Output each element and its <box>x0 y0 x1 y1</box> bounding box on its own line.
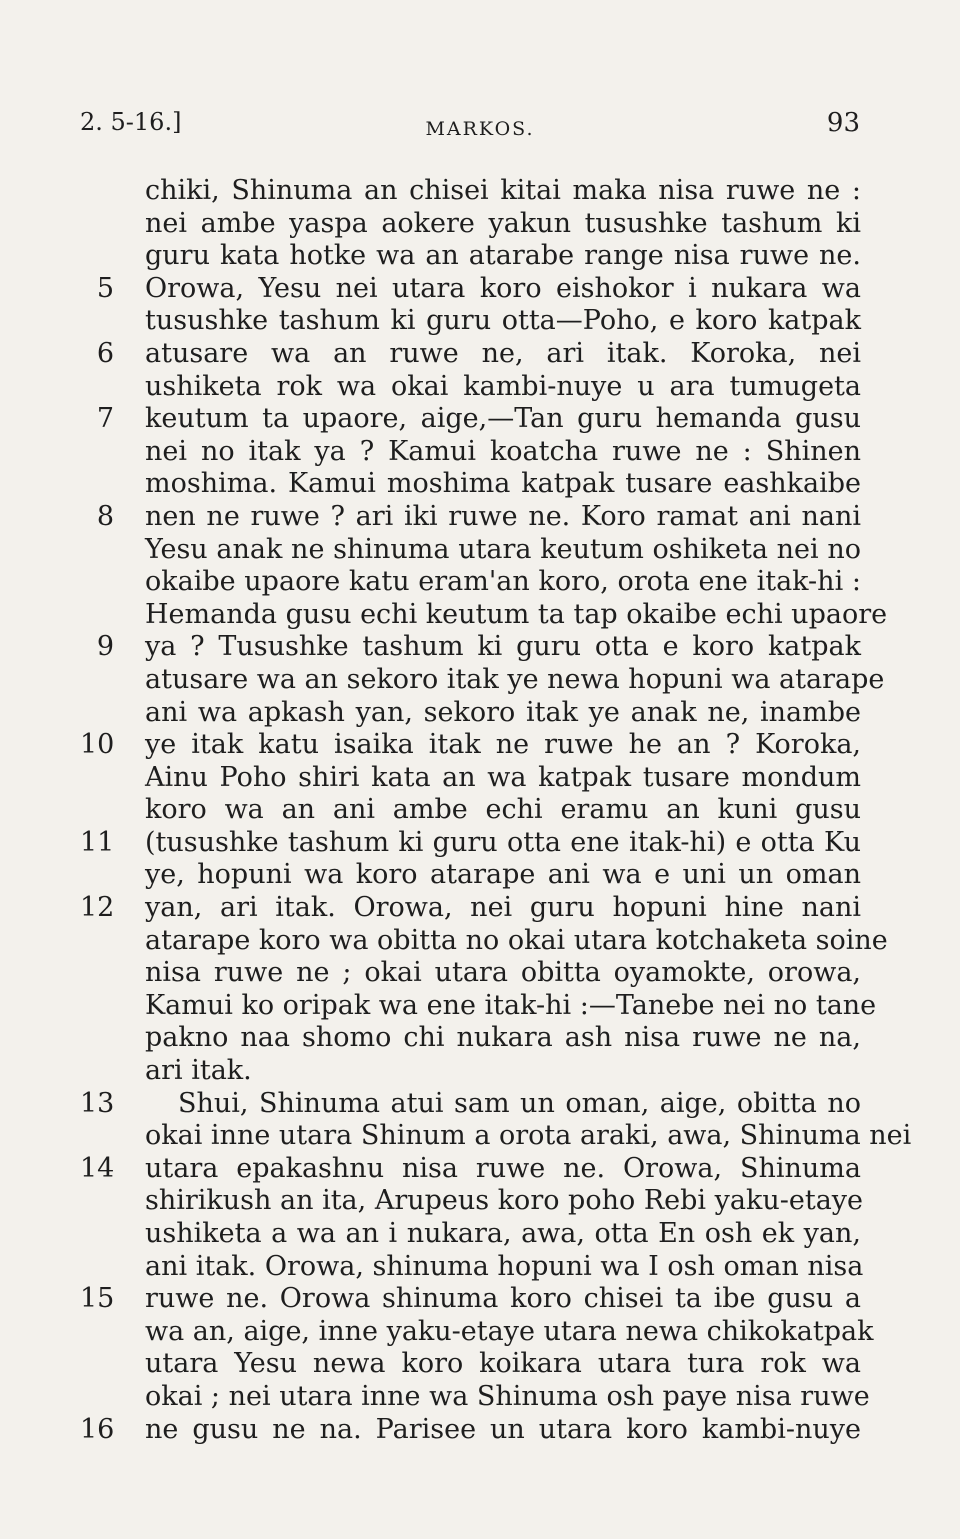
text-line <box>0 1414 960 1447</box>
text-line <box>0 501 960 534</box>
page-number: 93 <box>826 108 860 138</box>
text-line <box>0 1153 960 1186</box>
text-line <box>0 990 960 1023</box>
text-line <box>0 534 960 567</box>
line-text: Hemanda gusu echi keutum ta tap okaibe echi upaore <box>145 598 888 630</box>
verse-number: 13 <box>80 1087 115 1119</box>
line-text: ya ? Tusushke tashum ki guru otta e koro katpak <box>145 631 861 663</box>
verse-number: 12 <box>80 892 115 924</box>
line-text: ari itak. <box>145 1055 252 1087</box>
text-line <box>0 697 960 730</box>
text-line <box>0 208 960 241</box>
verse-number: 16 <box>80 1413 115 1445</box>
verse-number: 6 <box>96 337 114 369</box>
running-title: MARKOS. <box>425 118 535 140</box>
text-line <box>0 175 960 208</box>
text-line <box>0 1185 960 1218</box>
text-line <box>0 273 960 306</box>
line-text: yan, ari itak. Orowa, nei guru hopuni hine nani <box>145 892 861 924</box>
text-line <box>0 1381 960 1414</box>
verse-number: 9 <box>96 631 114 663</box>
text-line <box>0 631 960 664</box>
verse-number: 11 <box>80 826 115 858</box>
text-line <box>0 1088 960 1121</box>
text-line <box>0 1251 960 1284</box>
line-text: okai inne utara Shinum a orota araki, awa, Shinuma nei <box>145 1120 912 1152</box>
text-line <box>0 827 960 860</box>
text-line <box>0 305 960 338</box>
verse-number: 15 <box>80 1283 115 1315</box>
text-line <box>0 403 960 436</box>
line-text: okai ; nei utara inne wa Shinuma osh paye nisa ruwe <box>145 1380 870 1412</box>
verse-number: 5 <box>96 272 114 304</box>
text-line <box>0 1348 960 1381</box>
line-text: atarape koro wa obitta no okai utara kotchaketa soine <box>145 924 888 956</box>
line-text: (tusushke tashum ki guru otta ene itak-hi) e otta Ku <box>145 826 861 858</box>
text-line <box>0 794 960 827</box>
text-line <box>0 729 960 762</box>
line-text: moshima. Kamui moshima katpak tusare eashkaibe <box>145 468 861 500</box>
text-line <box>0 1283 960 1316</box>
line-text: ruwe ne. Orowa shinuma koro chisei ta ibe gusu a <box>145 1283 861 1315</box>
line-text: ani itak. Orowa, shinuma hopuni wa I osh oman nisa <box>145 1250 864 1282</box>
text-line <box>0 338 960 371</box>
verse-number: 10 <box>80 729 115 761</box>
line-text: Yesu anak ne shinuma utara keutum oshiketa nei no <box>145 533 861 565</box>
verse-number: 8 <box>96 500 114 532</box>
text-line <box>0 957 960 990</box>
line-text: atusare wa an ruwe ne, ari itak. Koroka, nei <box>145 337 861 369</box>
line-text: wa an, aige, inne yaku-etaye utara newa chikokatpak <box>145 1315 874 1347</box>
text-line <box>0 1055 960 1088</box>
text-line <box>0 1316 960 1349</box>
line-text: ye itak katu isaika itak ne ruwe he an ? Koroka, <box>145 729 861 761</box>
text-line <box>0 1120 960 1153</box>
body-text <box>0 175 960 1446</box>
line-text: nen ne ruwe ? ari iki ruwe ne. Koro ramat ani nani <box>145 500 861 532</box>
line-text: guru kata hotke wa an atarabe range nisa ruwe ne. <box>145 240 861 272</box>
text-line <box>0 599 960 632</box>
line-text: Shui, Shinuma atui sam un oman, aige, obitta no <box>178 1087 861 1119</box>
line-text: pakno naa shomo chi nukara ash nisa ruwe ne na, <box>145 1022 861 1054</box>
text-line <box>0 566 960 599</box>
line-text: shirikush an ita, Arupeus koro poho Rebi yaku-etaye <box>145 1185 864 1217</box>
text-line <box>0 892 960 925</box>
line-text: Orowa, Yesu nei utara koro eishokor i nukara wa <box>145 272 861 304</box>
line-text: koro wa an ani ambe echi eramu an kuni gusu <box>145 794 861 826</box>
page-header <box>0 108 960 144</box>
line-text: ushiketa a wa an i nukara, awa, otta En osh ek yan, <box>145 1218 861 1249</box>
line-text: nei ambe yaspa aokere yakun tusushke tashum ki <box>145 207 861 239</box>
line-text: Ainu Poho shiri kata an wa katpak tusare mondum <box>145 761 861 793</box>
text-line <box>0 240 960 273</box>
chapter-verse-reference: 2. 5-16.] <box>80 108 182 136</box>
line-text: utara Yesu newa koro koikara utara tura rok wa <box>145 1348 861 1380</box>
line-text: keutum ta upaore, aige,—Tan guru hemanda gusu <box>145 403 861 435</box>
text-line <box>0 436 960 469</box>
line-text: ushiketa rok wa okai kambi-nuye u ara tumugeta <box>145 370 861 402</box>
line-text: Kamui ko oripak wa ene itak-hi :—Tanebe nei no tane <box>145 989 877 1021</box>
text-line <box>0 468 960 501</box>
line-text: ne gusu ne na. Parisee un utara koro kambi-nuye <box>145 1413 861 1445</box>
line-text: okaibe upaore katu eram'an koro, orota ene itak-hi : <box>145 566 861 598</box>
text-line <box>0 1022 960 1055</box>
line-text: ye, hopuni wa koro atarape ani wa e uni un oman <box>145 859 861 891</box>
line-text: ani wa apkash yan, sekoro itak ye anak ne, inambe <box>145 696 861 728</box>
text-line <box>0 371 960 404</box>
verse-number: 7 <box>96 403 114 435</box>
line-text: atusare wa an sekoro itak ye newa hopuni wa atarape <box>145 663 885 695</box>
text-line <box>0 762 960 795</box>
text-line <box>0 1218 960 1251</box>
line-text: utara epakashnu nisa ruwe ne. Orowa, Shinuma <box>145 1152 861 1184</box>
text-line <box>0 859 960 892</box>
verse-number: 14 <box>80 1152 115 1184</box>
text-line <box>0 925 960 958</box>
line-text: chiki, Shinuma an chisei kitai maka nisa ruwe ne : <box>145 175 861 206</box>
line-text: nisa ruwe ne ; okai utara obitta oyamokte, orowa, <box>145 957 861 989</box>
line-text: tusushke tashum ki guru otta—Poho, e koro katpak <box>145 305 861 337</box>
text-line <box>0 664 960 697</box>
line-text: nei no itak ya ? Kamui koatcha ruwe ne : Shinen <box>145 435 861 467</box>
